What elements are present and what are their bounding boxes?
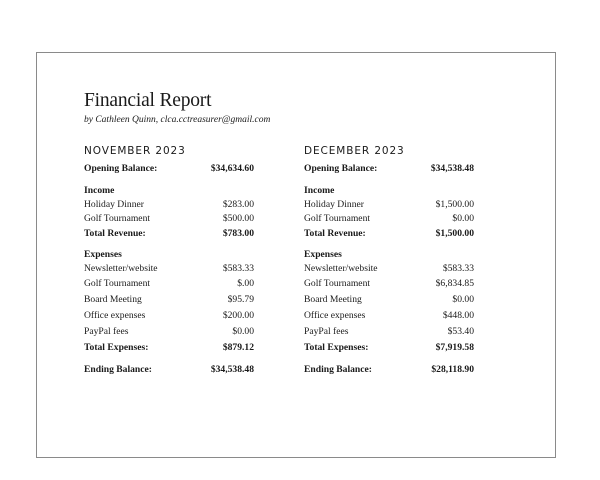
expense-value: $.00 [237, 278, 254, 289]
total-revenue-value: $783.00 [222, 228, 254, 239]
total-revenue-label: Total Revenue: [84, 228, 146, 239]
november-column [84, 144, 254, 377]
ending-balance-label: Ending Balance: [84, 364, 152, 375]
income-value: $283.00 [222, 199, 254, 210]
month-heading: DECEMBER 2023 [304, 145, 405, 157]
expense-row [84, 308, 254, 324]
expense-label: Office expenses [304, 310, 366, 321]
ending-balance-value: $28,118.90 [431, 364, 474, 375]
expense-value: $583.33 [222, 263, 254, 274]
report-page [36, 52, 556, 458]
opening-balance-label: Opening Balance: [84, 163, 158, 174]
month-heading: NOVEMBER 2023 [84, 145, 186, 157]
opening-balance-row [304, 162, 474, 176]
income-value: $500.00 [222, 213, 254, 224]
total-expenses-value: $7,919.58 [435, 342, 474, 353]
total-revenue-row [84, 226, 254, 242]
income-row [84, 198, 254, 212]
total-revenue-value: $1,500.00 [435, 228, 474, 239]
income-row [304, 198, 474, 212]
total-revenue-label: Total Revenue: [304, 228, 366, 239]
expense-value: $583.33 [442, 263, 474, 274]
expense-value: $448.00 [442, 310, 474, 321]
report-title: Financial Report [84, 90, 212, 111]
expense-row [304, 308, 474, 324]
expense-value: $6,834.85 [435, 278, 474, 289]
opening-balance-value: $34,634.60 [210, 163, 254, 174]
total-revenue-row [304, 226, 474, 242]
total-expenses-row [84, 340, 254, 356]
income-row [304, 212, 474, 226]
expense-row [304, 292, 474, 308]
expense-label: Newsletter/website [304, 263, 378, 274]
ending-balance-value: $34,538.48 [210, 364, 254, 375]
income-row [84, 212, 254, 226]
expense-value: $95.79 [227, 294, 254, 305]
expense-label: Golf Tournament [84, 278, 151, 289]
ending-balance-row [304, 363, 474, 377]
expense-row [304, 324, 474, 340]
report-byline: by Cathleen Quinn, clca.cctreasurer@gmail.com [84, 115, 271, 125]
expense-label: PayPal fees [304, 326, 349, 337]
expense-row [304, 262, 474, 276]
december-column [304, 144, 474, 377]
total-expenses-label: Total Expenses: [304, 342, 369, 353]
opening-balance-row [84, 162, 254, 176]
income-heading: Income [84, 185, 115, 196]
expense-value: $0.00 [452, 294, 474, 305]
expense-label: Newsletter/website [84, 263, 158, 274]
expense-value: $200.00 [222, 310, 254, 321]
expenses-heading: Expenses [84, 249, 122, 260]
expense-value: $0.00 [232, 326, 254, 337]
expense-label: PayPal fees [84, 326, 129, 337]
ending-balance-row [84, 363, 254, 377]
expense-row [84, 324, 254, 340]
income-label: Golf Tournament [304, 213, 371, 224]
expense-row [84, 262, 254, 276]
expense-label: Golf Tournament [304, 278, 371, 289]
expense-label: Office expenses [84, 310, 146, 321]
income-label: Holiday Dinner [304, 199, 364, 210]
expense-value: $53.40 [447, 326, 474, 337]
expense-row [84, 276, 254, 292]
income-value: $0.00 [452, 213, 474, 224]
total-expenses-row [304, 340, 474, 356]
income-value: $1,500.00 [435, 199, 474, 210]
total-expenses-label: Total Expenses: [84, 342, 149, 353]
expenses-heading: Expenses [304, 249, 342, 260]
expense-row [304, 276, 474, 292]
income-label: Golf Tournament [84, 213, 151, 224]
expense-label: Board Meeting [304, 294, 362, 305]
income-heading: Income [304, 185, 335, 196]
opening-balance-label: Opening Balance: [304, 163, 378, 174]
total-expenses-value: $879.12 [222, 342, 254, 353]
ending-balance-label: Ending Balance: [304, 364, 372, 375]
expense-label: Board Meeting [84, 294, 142, 305]
opening-balance-value: $34,538.48 [430, 163, 474, 174]
expense-row [84, 292, 254, 308]
income-label: Holiday Dinner [84, 199, 144, 210]
